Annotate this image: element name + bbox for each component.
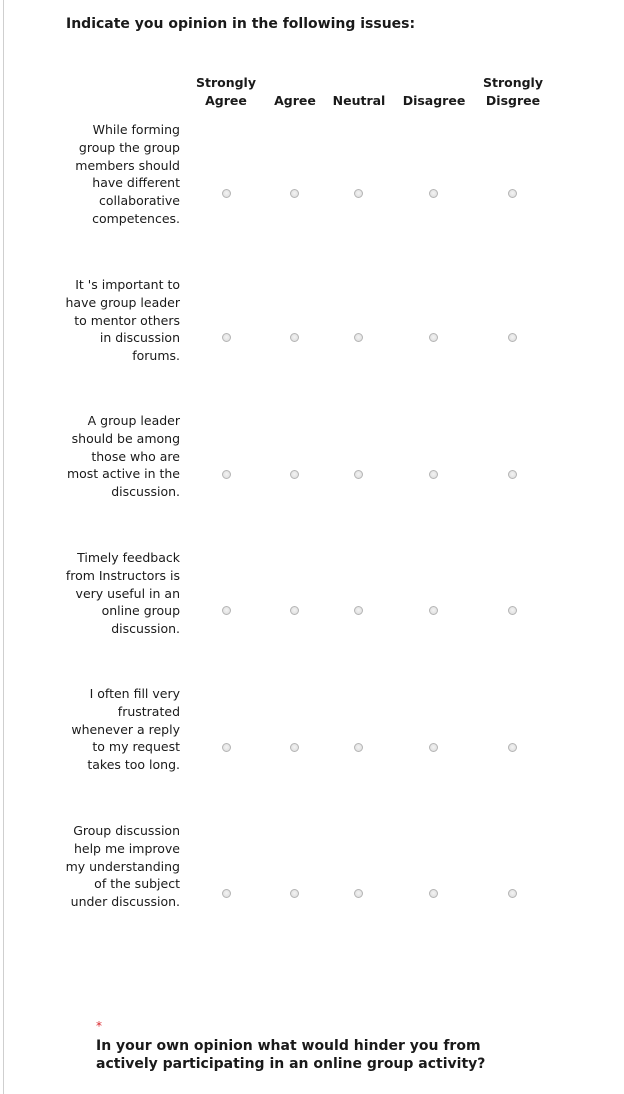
radio-s5-strongly-agree[interactable] [222, 743, 231, 752]
radio-s2-strongly-agree[interactable] [222, 333, 231, 342]
radio-s6-agree[interactable] [290, 889, 299, 898]
radio-s6-neutral[interactable] [354, 889, 363, 898]
radio-s1-disagree[interactable] [429, 189, 438, 198]
radio-s5-agree[interactable] [290, 743, 299, 752]
radio-s1-agree[interactable] [290, 189, 299, 198]
radio-s2-disagree[interactable] [429, 333, 438, 342]
scale-header-strongly-disagree: Strongly Disgree [482, 75, 543, 108]
radio-s3-strongly-agree[interactable] [222, 470, 231, 479]
radio-s5-strongly-disagree[interactable] [508, 743, 517, 752]
radio-s3-agree[interactable] [290, 470, 299, 479]
statement-label-4: Timely feedback from Instructors is very useful in an online group discussion. [65, 550, 180, 637]
question-title: Indicate you opinion in the following issues: [66, 16, 416, 32]
radio-s4-agree[interactable] [290, 606, 299, 615]
required-asterisk: * [96, 1019, 102, 1033]
radio-s1-neutral[interactable] [354, 189, 363, 198]
radio-s2-agree[interactable] [290, 333, 299, 342]
next-question-text: In your own opinion what would hinder you from actively participating in an online group activity? [96, 1038, 486, 1072]
scale-header-agree: Agree [274, 93, 316, 108]
radio-s2-strongly-disagree[interactable] [508, 333, 517, 342]
radio-s5-neutral[interactable] [354, 743, 363, 752]
radio-s2-neutral[interactable] [354, 333, 363, 342]
radio-s5-disagree[interactable] [429, 743, 438, 752]
radio-s6-disagree[interactable] [429, 889, 438, 898]
radio-s6-strongly-disagree[interactable] [508, 889, 517, 898]
statement-label-1: While forming group the group members should have different collaborative competences. [75, 122, 180, 226]
scale-header-strongly-agree: Strongly Agree [195, 75, 256, 108]
radio-s3-neutral[interactable] [354, 470, 363, 479]
radio-s1-strongly-agree[interactable] [222, 189, 231, 198]
statement-label-3: A group leader should be among those who are most active in the discussion. [66, 413, 180, 500]
radio-s1-strongly-disagree[interactable] [508, 189, 517, 198]
left-border [3, 0, 4, 1094]
scale-header-neutral: Neutral [332, 93, 386, 108]
radio-s3-disagree[interactable] [429, 470, 438, 479]
statement-label-2: It 's important to have group leader to mentor others in discussion forums. [65, 277, 180, 364]
radio-s3-strongly-disagree[interactable] [508, 470, 517, 479]
radio-s4-strongly-disagree[interactable] [508, 606, 517, 615]
radio-s4-neutral[interactable] [354, 606, 363, 615]
radio-s4-strongly-agree[interactable] [222, 606, 231, 615]
radio-s4-disagree[interactable] [429, 606, 438, 615]
statement-label-6: Group discussion help me improve my understanding of the subject under discussion. [65, 823, 180, 910]
statement-label-5: I often fill very frustrated whenever a reply to my request takes too long. [71, 686, 180, 773]
radio-s6-strongly-agree[interactable] [222, 889, 231, 898]
scale-header-disagree: Disagree [402, 93, 466, 108]
